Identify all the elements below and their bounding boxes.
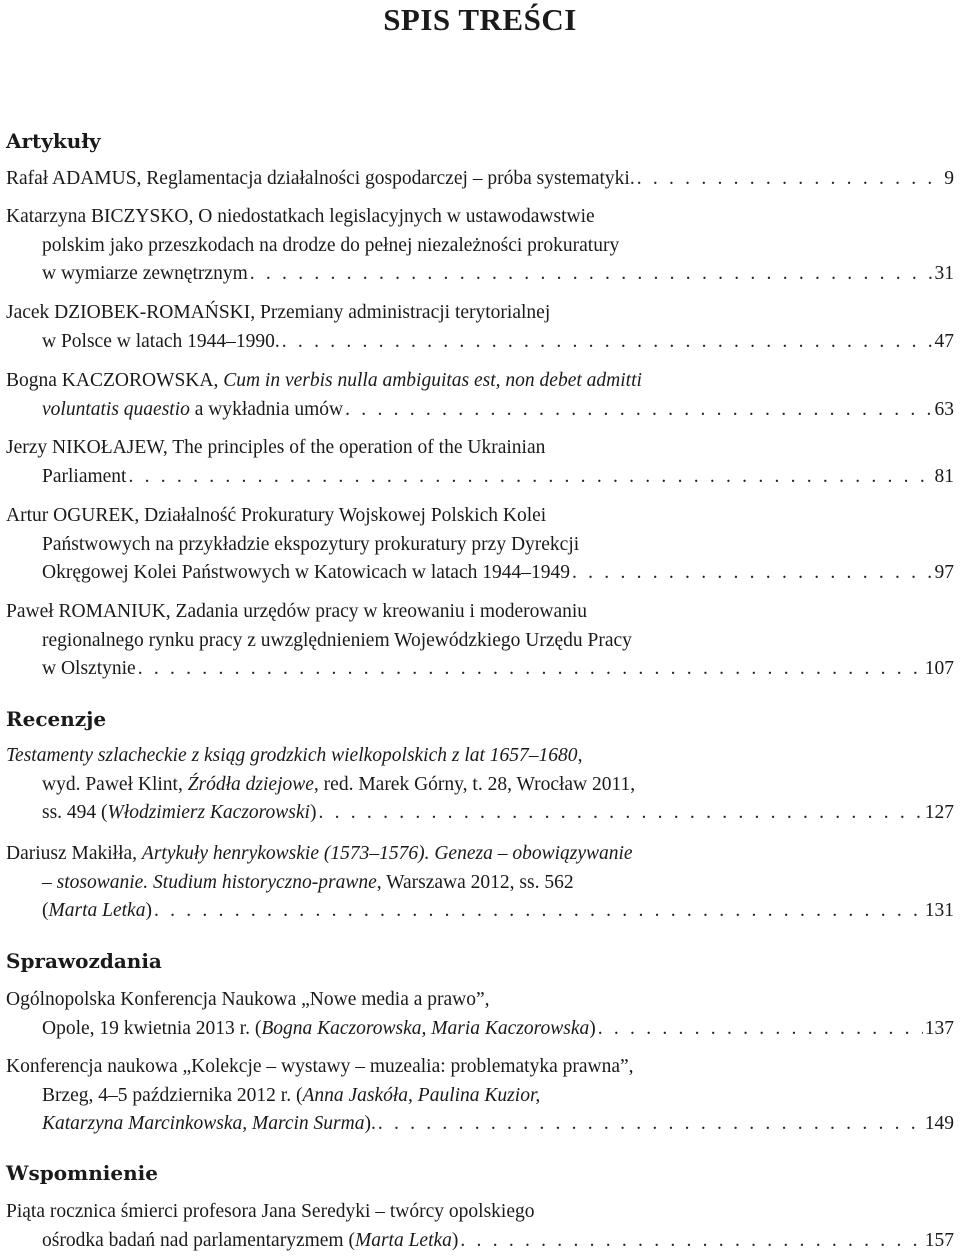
- toc-entry-makilla[interactable]: [6, 840, 954, 926]
- page-number: 137: [924, 1017, 954, 1039]
- section-heading-memorial: Wspomnienie: [6, 1161, 158, 1185]
- leader-dots: [345, 396, 932, 425]
- section-heading-reviews: Recenzje: [6, 707, 107, 731]
- entry-text: , red. Marek Górny, t. 28, Wrocław 2011,: [313, 773, 636, 795]
- page-number: 9: [944, 168, 954, 189]
- entry-text: Opole, 19 kwietnia 2013 r. (: [42, 1017, 262, 1039]
- toc-entry-romaniuk[interactable]: [6, 598, 954, 684]
- page-number: 47: [934, 330, 954, 352]
- entry-title-italic: voluntatis quaestio: [42, 398, 190, 420]
- entry-text: w Olsztynie: [42, 658, 136, 679]
- entry-reviewer: Marta Letka: [48, 900, 146, 921]
- leader-dots: [572, 559, 933, 588]
- entry-title-italic: Źródła dziejowe: [187, 773, 314, 795]
- toc-entry-kaczorowska[interactable]: [6, 367, 954, 424]
- entry-title-italic: – stosowanie. Studium historyczno-prawne: [42, 871, 377, 893]
- entry-text: w Polsce w latach 1944–1990.: [42, 330, 280, 352]
- entry-text: Ogólnopolska Konferencja Naukowa „Nowe media a prawo”,: [6, 989, 490, 1010]
- entry-reviewer: Marta Letka: [354, 1229, 452, 1251]
- entry-text: w wymiarze zewnętrznym: [42, 263, 248, 284]
- page-title: SPIS TREŚCI: [383, 2, 577, 37]
- toc-entry-biczysko[interactable]: [6, 203, 954, 289]
- entry-text: polskim jako przeszkodach na drodze do pełnej niezależności prokuratury: [42, 234, 620, 256]
- entry-text: Państwowych na przykładzie ekspozytury prokuratury przy Dyrekcji: [42, 533, 580, 555]
- toc-entry-adamus[interactable]: [6, 165, 954, 194]
- leader-dots: [460, 1227, 922, 1256]
- entry-text: Piąta rocznica śmierci profesora Jana Seredyki – twórcy opolskiego: [6, 1201, 535, 1222]
- entry-text: wyd. Paweł Klint,: [42, 773, 188, 795]
- entry-author: Dariusz Makiłła,: [6, 843, 142, 864]
- leader-dots: [154, 897, 923, 926]
- toc-entry-konferencja-kolekcje[interactable]: [6, 1053, 954, 1139]
- entry-reviewer: Włodzimierz Kaczorowski: [107, 802, 310, 823]
- entry-title-italic: Testamenty szlacheckie z ksiąg grodzkich wielkopolskich z lat 1657–1680: [6, 745, 578, 766]
- leader-dots: [378, 1110, 923, 1139]
- entry-title-italic: Cum in verbis nulla ambiguitas est, non debet admitti: [223, 370, 642, 391]
- page-number: 131: [924, 900, 954, 921]
- page-number: 63: [934, 398, 954, 420]
- entry-text: ).: [364, 1113, 376, 1134]
- entry-text: ośrodka badań nad parlamentaryzmem (: [42, 1229, 355, 1251]
- entry-text: ): [145, 900, 152, 921]
- toc-entry-konferencja-media[interactable]: [6, 986, 954, 1043]
- entry-text: ,: [577, 745, 583, 766]
- entry-text: Jacek DZIOBEK-ROMAŃSKI, Przemiany administracji terytorialnej: [6, 302, 551, 323]
- leader-dots: [250, 260, 933, 289]
- leader-dots: [128, 463, 932, 492]
- entry-text: Jerzy NIKOŁAJEW, The principles of the operation of the Ukrainian: [6, 437, 546, 458]
- leader-dots: [598, 1015, 923, 1044]
- page-number: 157: [924, 1229, 954, 1251]
- toc-entry-testamenty[interactable]: [6, 742, 954, 828]
- page-number: 107: [924, 658, 954, 679]
- entry-author: Bogna KACZOROWSKA,: [6, 370, 224, 391]
- section-heading-articles: Artykuły: [6, 129, 101, 153]
- page-number: 31: [934, 263, 954, 284]
- entry-text: ): [309, 802, 317, 823]
- entry-text: Katarzyna BICZYSKO, O niedostatkach legislacyjnych w ustawodawstwie: [6, 206, 595, 227]
- entry-text: a wykładnia umów: [189, 398, 344, 420]
- entry-text: Paweł ROMANIUK, Zadania urzędów pracy w kreowaniu i moderowaniu: [6, 601, 588, 622]
- toc-entry-seredyka[interactable]: [6, 1198, 954, 1255]
- toc-entry-nikolajew[interactable]: [6, 434, 954, 491]
- entry-text: (: [42, 900, 49, 921]
- leader-dots: [318, 799, 922, 828]
- section-heading-reports: Sprawozdania: [6, 949, 162, 973]
- page-number: 149: [924, 1113, 954, 1134]
- entry-text: Parliament: [42, 465, 127, 487]
- entry-reviewer: Anna Jaskóła, Paulina Kuzior,: [302, 1084, 541, 1106]
- page-number: 97: [934, 562, 954, 583]
- entry-text: Brzeg, 4–5 października 2012 r. (: [42, 1084, 303, 1106]
- entry-text: ): [589, 1017, 596, 1039]
- entry-title-italic: Artykuły henrykowskie (1573–1576). Geneza – obowiązywanie: [141, 843, 633, 864]
- page-number: 127: [924, 802, 954, 823]
- entry-text: Konferencja naukowa „Kolekcje – wystawy – muzealia: problematyka prawna”,: [6, 1056, 634, 1077]
- entry-text: Artur OGUREK, Działalność Prokuratury Wojskowej Polskich Kolei: [6, 505, 547, 526]
- page-number: 81: [934, 465, 954, 487]
- toc-entry-dziobek[interactable]: [6, 299, 954, 356]
- leader-dots: [282, 328, 933, 357]
- entry-text: Okręgowej Kolei Państwowych w Katowicach w latach 1944–1949: [42, 562, 570, 583]
- entry-text: ): [451, 1229, 459, 1251]
- entry-text: Rafał ADAMUS, Reglamentacja działalności gospodarczej – próba systematyki.: [6, 168, 635, 189]
- entry-reviewer: Bogna Kaczorowska, Maria Kaczorowska: [261, 1017, 590, 1039]
- leader-dots: [138, 655, 923, 684]
- entry-text: , Warszawa 2012, ss. 562: [376, 871, 574, 893]
- entry-text: ss. 494 (: [42, 802, 108, 823]
- leader-dots: [637, 165, 943, 194]
- entry-reviewer: Katarzyna Marcinkowska, Marcin Surma: [42, 1113, 365, 1134]
- toc-entry-ogurek[interactable]: [6, 502, 954, 588]
- entry-text: regionalnego rynku pracy z uwzględnieniem Wojewódzkiego Urzędu Pracy: [42, 629, 632, 651]
